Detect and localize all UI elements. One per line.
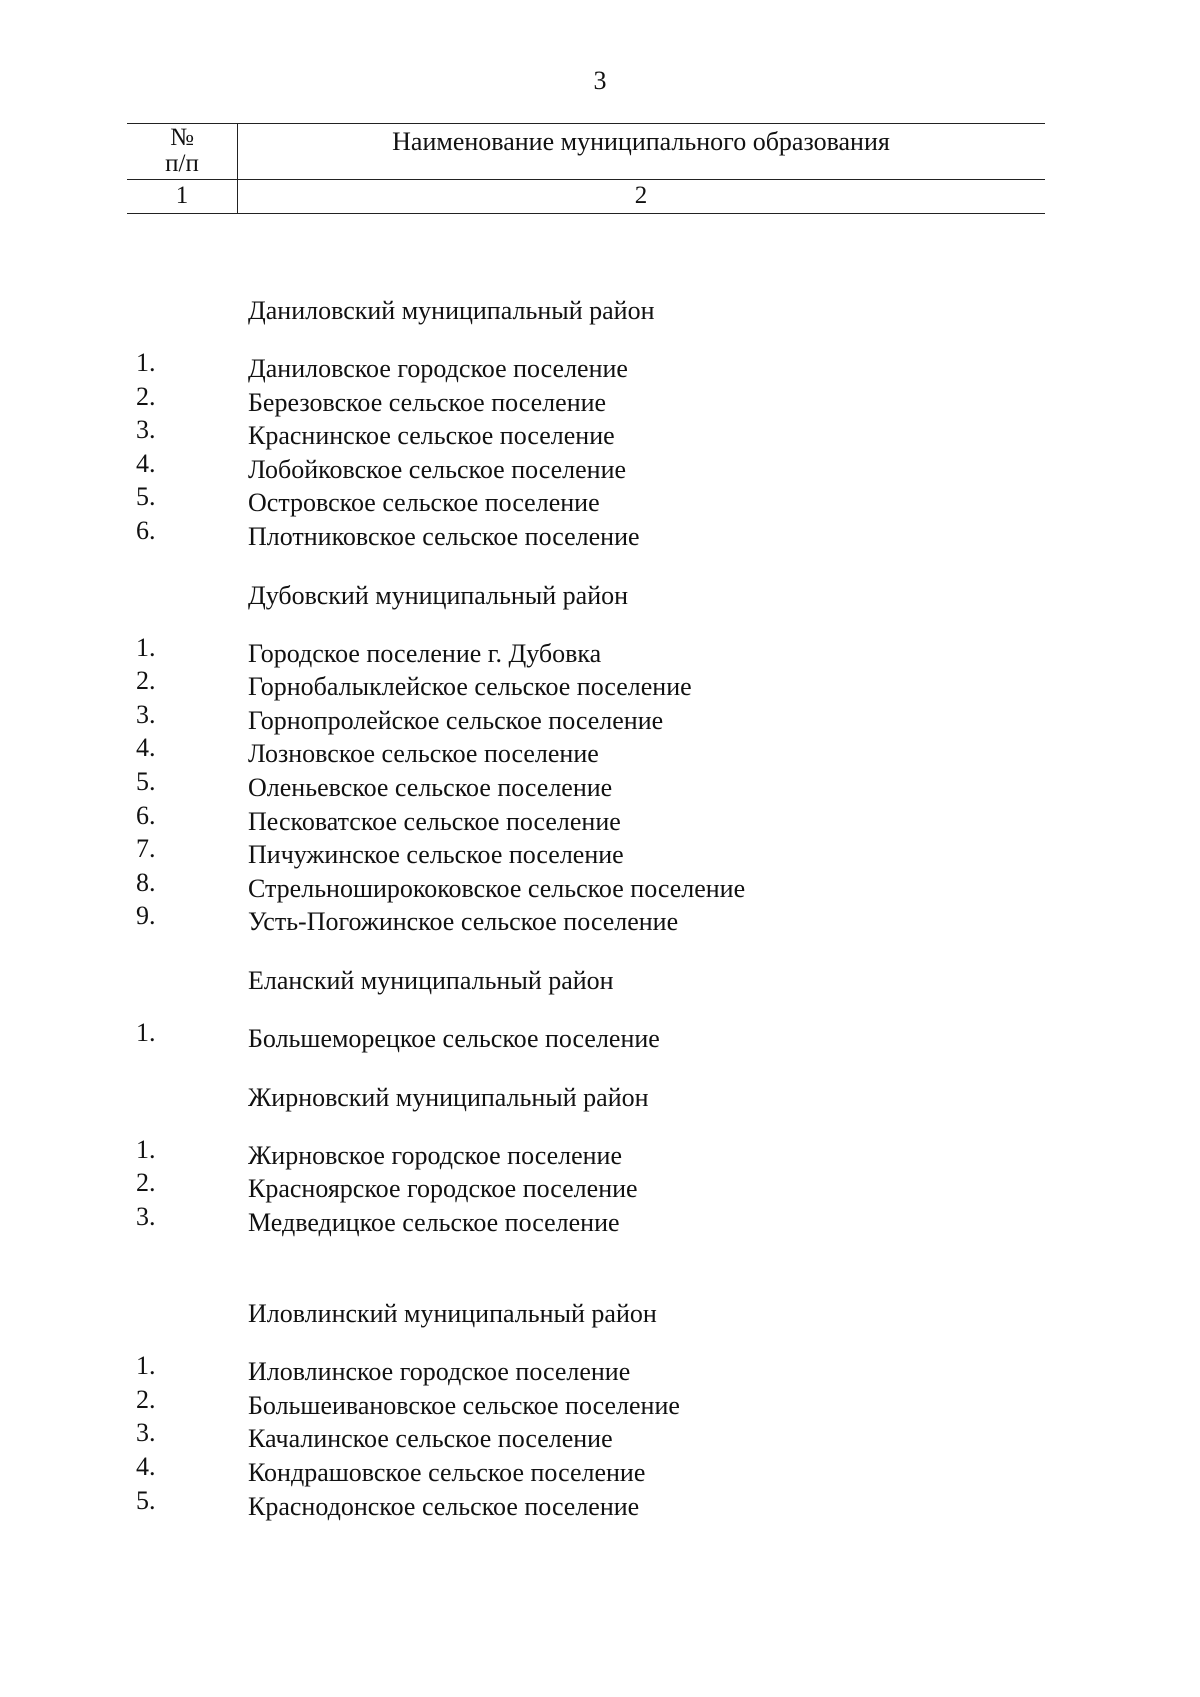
item-number: 3.	[136, 699, 156, 729]
header-middle-rule	[127, 179, 1045, 180]
list-item	[0, 901, 1200, 940]
district-section	[0, 1082, 1200, 1241]
list-item	[0, 699, 1200, 739]
header-table	[127, 123, 1045, 220]
settlement-name: Горнопролейское сельское поселение	[248, 705, 664, 735]
item-number: 2.	[136, 1384, 156, 1414]
settlement-name: Городское поселение г. Дубовка	[248, 638, 602, 668]
item-number: 2.	[136, 666, 156, 696]
district-title: Жирновский муниципальный район	[248, 1082, 649, 1112]
item-number: 2.	[136, 381, 156, 411]
column-name-index: 2	[634, 182, 648, 209]
column-number-index: 1	[175, 182, 189, 209]
settlement-name: Лобойковское сельское поселение	[248, 454, 627, 484]
settlement-name: Оленьевское сельское поселение	[248, 772, 613, 802]
settlement-name: Большеивановское сельское поселение	[248, 1390, 680, 1420]
settlement-list	[0, 632, 1200, 940]
list-item	[0, 515, 1200, 555]
item-number: 6.	[136, 515, 156, 545]
list-item	[0, 1418, 1200, 1457]
list-item	[0, 1452, 1200, 1491]
item-number: 1.	[136, 1351, 156, 1381]
settlement-list	[0, 1017, 1200, 1057]
district-title: Еланский муниципальный район	[248, 965, 614, 995]
settlement-list	[0, 1134, 1200, 1241]
settlement-name: Березовское сельское поселение	[248, 387, 607, 417]
list-item	[0, 1201, 1200, 1241]
settlement-name: Жирновское городское поселение	[248, 1140, 623, 1170]
settlement-list	[0, 348, 1200, 555]
settlement-name: Плотниковское сельское поселение	[248, 521, 640, 551]
district-title: Даниловский муниципальный район	[248, 296, 655, 325]
list-item	[0, 1384, 1200, 1424]
item-number: 4.	[136, 733, 156, 763]
list-item	[0, 766, 1200, 806]
list-item	[0, 381, 1200, 421]
settlement-name: Большеморецкое сельское поселение	[248, 1023, 660, 1053]
item-number: 6.	[136, 800, 156, 830]
list-item	[0, 1168, 1200, 1207]
list-item	[0, 800, 1200, 840]
list-item	[0, 1351, 1200, 1390]
district-section	[0, 580, 1200, 940]
header-bottom-rule	[127, 213, 1045, 214]
settlement-name: Иловлинское городское поселение	[248, 1357, 631, 1387]
list-item	[0, 348, 1200, 387]
settlement-name: Краснодонское сельское поселение	[248, 1491, 640, 1521]
district-section	[0, 1298, 1200, 1524]
item-number: 5.	[136, 482, 156, 512]
list-item	[0, 482, 1200, 521]
settlement-name: Красноярское городское поселение	[248, 1174, 638, 1204]
list-item	[0, 415, 1200, 454]
settlement-name: Островское сельское поселение	[248, 488, 600, 518]
column-number-header	[127, 125, 237, 177]
settlement-name: Песковатское сельское поселение	[248, 806, 621, 836]
district-section	[0, 965, 1200, 1057]
item-number: 8.	[136, 867, 156, 897]
district-section	[0, 295, 1200, 555]
list-item	[0, 1134, 1200, 1174]
item-number: 5.	[136, 1485, 156, 1515]
settlement-name: Кондрашовское сельское поселение	[248, 1458, 646, 1488]
item-number: 3.	[136, 1418, 156, 1448]
page-number: 3	[593, 66, 607, 95]
list-item	[0, 733, 1200, 772]
column-name-header: Наименование муниципального образования	[392, 127, 890, 156]
item-number: 1.	[136, 1134, 156, 1164]
item-number: 9.	[136, 901, 156, 931]
settlement-name: Горнобалыклейское сельское поселение	[248, 672, 692, 702]
list-item	[0, 1017, 1200, 1057]
district-title: Дубовский муниципальный район	[248, 580, 629, 610]
item-number: 7.	[136, 834, 156, 864]
item-number: 1.	[136, 1017, 156, 1047]
settlement-name: Стрельноширококовское сельское поселение	[248, 873, 746, 903]
settlement-name: Качалинское сельское поселение	[248, 1424, 613, 1454]
item-number: 4.	[136, 448, 156, 478]
item-number: 1.	[136, 632, 156, 662]
list-item	[0, 666, 1200, 705]
list-item	[0, 834, 1200, 873]
item-number: 2.	[136, 1168, 156, 1198]
list-item	[0, 632, 1200, 672]
item-number: 1.	[136, 348, 156, 377]
header-top-rule	[127, 123, 1045, 124]
list-item	[0, 1485, 1200, 1525]
settlement-name: Медведицкое сельское поселение	[248, 1207, 620, 1237]
districts-list	[0, 270, 1200, 1524]
item-number: 4.	[136, 1452, 156, 1482]
settlement-name: Даниловское городское поселение	[248, 354, 628, 383]
number-abbrev: п/п	[165, 150, 199, 177]
list-item	[0, 867, 1200, 907]
settlement-name: Усть-Погожинское сельское поселение	[248, 907, 679, 937]
settlement-name: Пичужинское сельское поселение	[248, 840, 624, 870]
district-title: Иловлинский муниципальный район	[248, 1299, 657, 1329]
item-number: 3.	[136, 1201, 156, 1231]
settlement-name: Краснинское сельское поселение	[248, 421, 615, 451]
number-sign: №	[170, 124, 194, 151]
settlement-name: Лозновское сельское поселение	[248, 739, 599, 769]
item-number: 5.	[136, 766, 156, 796]
item-number: 3.	[136, 415, 156, 445]
list-item	[0, 448, 1200, 488]
settlement-list	[0, 1351, 1200, 1524]
